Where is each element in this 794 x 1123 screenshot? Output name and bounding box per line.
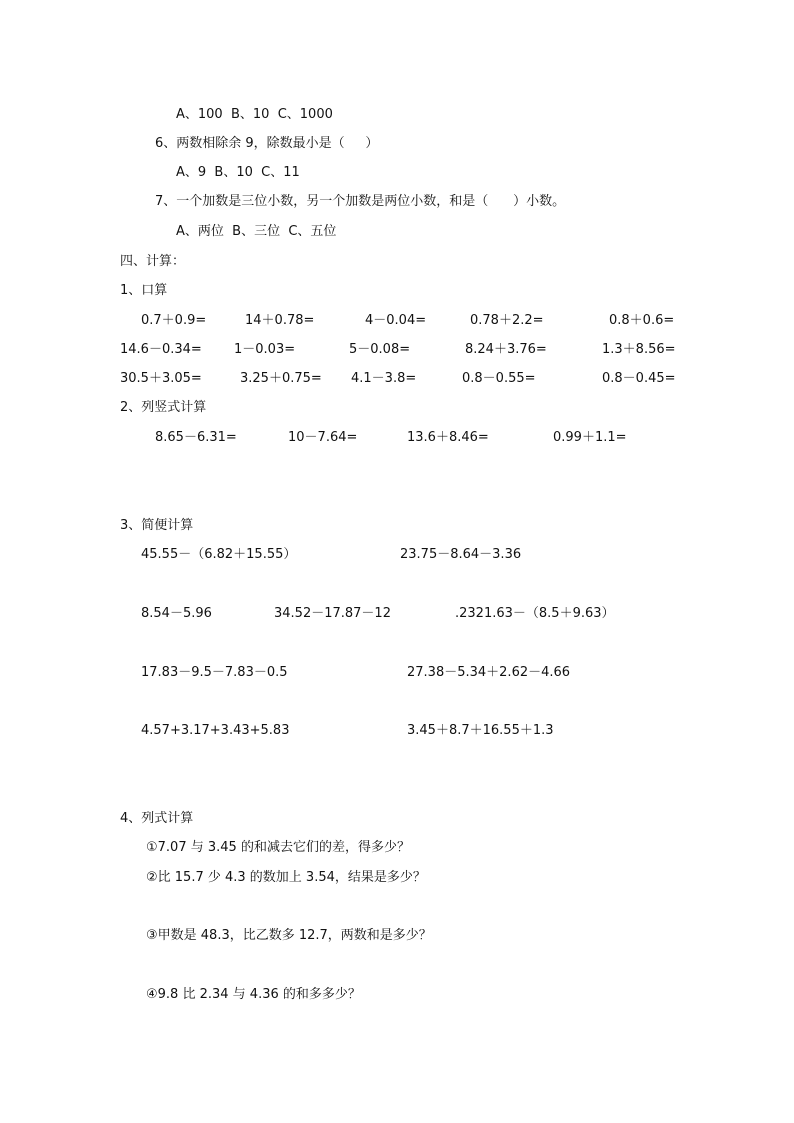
- q7-options: A、两位 B、三位 C、五位: [176, 224, 337, 239]
- word-problem: ④9.8 比 2.34 与 4.36 的和多多少？: [146, 987, 361, 1002]
- oral-item: 4－0.04=: [365, 313, 427, 328]
- vertical-item: 10－7.64=: [288, 430, 358, 445]
- oral-item: 0.78＋2.2=: [470, 313, 544, 328]
- oral-item: 3.25＋0.75=: [240, 371, 322, 386]
- simplify-item: 4.57+3.17+3.43+5.83: [141, 723, 290, 738]
- word-problem: ③甲数是 48.3，比乙数多 12.7，两数和是多少？: [146, 928, 432, 943]
- simplify-item: 27.38－5.34＋2.62－4.66: [407, 665, 571, 680]
- oral-item: 0.8－0.45=: [602, 371, 676, 386]
- simplify-item: 17.83－9.5－7.83－0.5: [141, 665, 288, 680]
- oral-item: 5－0.08=: [349, 342, 411, 357]
- q6-question: 6、两数相除余 9，除数最小是（ ）: [155, 136, 379, 151]
- simplify-item: 3.45＋8.7＋16.55＋1.3: [407, 723, 554, 738]
- simplify-item: 45.55－（6.82＋15.55）: [141, 547, 297, 562]
- word-problem: ②比 15.7 少 4.3 的数加上 3.54，结果是多少？: [146, 870, 426, 885]
- oral-item: 0.8－0.55=: [462, 371, 536, 386]
- word-problem: ①7.07 与 3.45 的和减去它们的差，得多少？: [146, 840, 410, 855]
- oral-item: 1－0.03=: [234, 342, 296, 357]
- simplify-item: .2321.63－（8.5＋9.63）: [455, 606, 615, 621]
- oral-item: 30.5＋3.05=: [120, 371, 202, 386]
- q6-options: A、9 B、10 C、11: [176, 165, 300, 180]
- simplify-item: 34.52－17.87－12: [274, 606, 391, 621]
- oral-title: 1、口算: [120, 283, 168, 298]
- oral-item: 4.1－3.8=: [351, 371, 417, 386]
- vertical-title: 2、列竖式计算: [120, 400, 207, 415]
- simplify-item: 23.75－8.64－3.36: [400, 547, 522, 562]
- simplify-title: 3、简便计算: [120, 518, 194, 533]
- word-title: 4、列式计算: [120, 811, 194, 826]
- oral-item: 1.3＋8.56=: [602, 342, 676, 357]
- q7-question: 7、一个加数是三位小数，另一个加数是两位小数，和是（ ）小数。: [155, 194, 566, 209]
- oral-item: 0.7＋0.9=: [141, 313, 207, 328]
- oral-item: 14＋0.78=: [245, 313, 315, 328]
- section-heading: 四、计算：: [120, 254, 186, 269]
- simplify-item: 8.54－5.96: [141, 606, 212, 621]
- vertical-item: 8.65－6.31=: [155, 430, 237, 445]
- vertical-item: 13.6＋8.46=: [407, 430, 489, 445]
- q5-options: A、100 B、10 C、1000: [176, 107, 333, 122]
- oral-item: 8.24＋3.76=: [465, 342, 547, 357]
- vertical-item: 0.99＋1.1=: [553, 430, 627, 445]
- oral-item: 0.8＋0.6=: [609, 313, 675, 328]
- oral-item: 14.6－0.34=: [120, 342, 202, 357]
